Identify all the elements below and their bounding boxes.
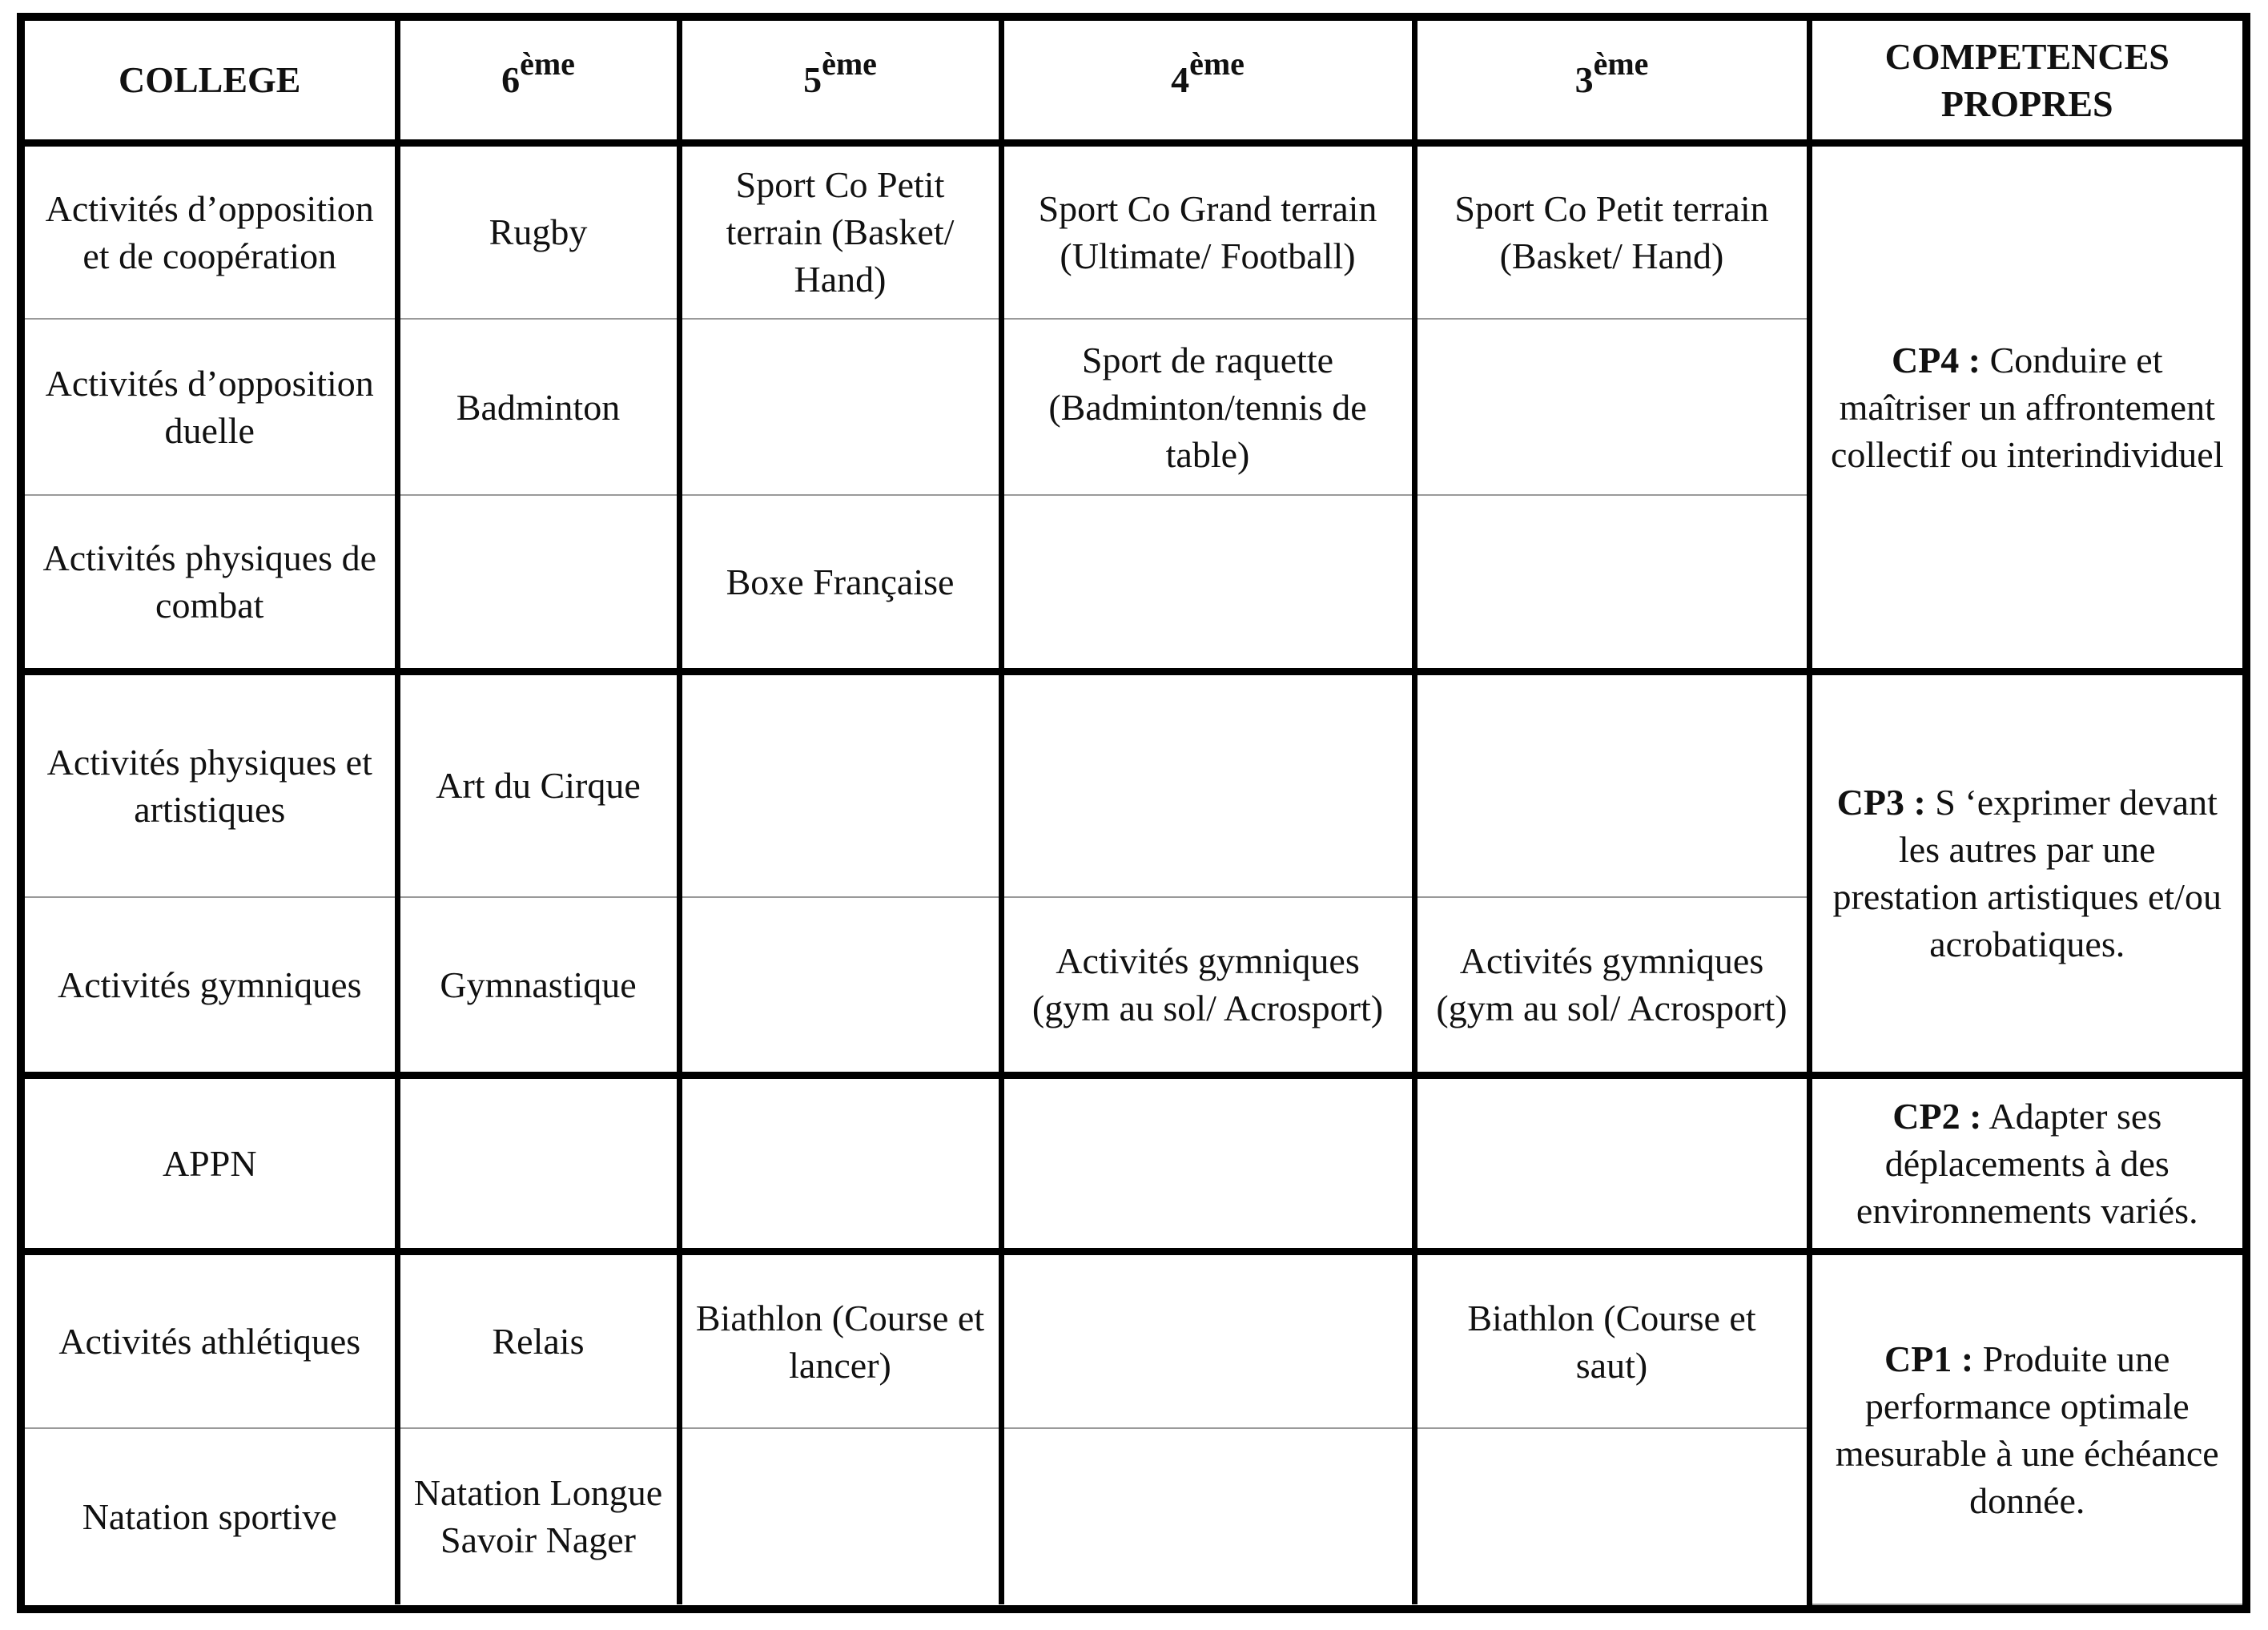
header-competences: COMPETENCES PROPRES — [1809, 21, 2242, 143]
competence-code: CP3 : — [1836, 782, 1926, 823]
level-suffix: ème — [822, 46, 877, 83]
cell-5eme — [679, 897, 1001, 1076]
activity-label: Natation sportive — [25, 1428, 397, 1604]
cell-4eme: Activités gymniques (gym au sol/ Acrosport) — [1001, 897, 1414, 1076]
level-suffix: ème — [1189, 46, 1245, 83]
table-row — [25, 1252, 2242, 1428]
cell-6eme — [397, 1076, 679, 1252]
cell-4eme — [1001, 495, 1414, 671]
cell-3eme — [1414, 671, 1809, 897]
activity-label: Activités physiques et artistiques — [25, 671, 397, 897]
cell-4eme — [1001, 671, 1414, 897]
table-row — [25, 671, 2242, 897]
header-college: COLLEGE — [25, 21, 397, 143]
header-level-6 — [397, 21, 679, 143]
activity-label: Activités athlétiques — [25, 1252, 397, 1428]
competence-code: CP1 : — [1884, 1338, 1974, 1379]
college-eps-table — [17, 13, 2250, 1613]
cell-6eme: Natation Longue Savoir Nager — [397, 1428, 679, 1604]
table-row — [25, 143, 2242, 319]
cell-6eme — [397, 495, 679, 671]
header-level-5 — [679, 21, 1001, 143]
cell-6eme: Rugby — [397, 143, 679, 319]
competence-cp3 — [1809, 671, 2242, 1076]
activity-label: APPN — [25, 1076, 397, 1252]
cell-5eme — [679, 671, 1001, 897]
cell-3eme — [1414, 1076, 1809, 1252]
cell-3eme — [1414, 1428, 1809, 1604]
competence-cp2 — [1809, 1076, 2242, 1252]
activities-table — [25, 21, 2242, 1605]
cell-4eme: Sport Co Grand terrain (Ultimate/ Football) — [1001, 143, 1414, 319]
cell-6eme: Relais — [397, 1252, 679, 1428]
level-number: 3 — [1574, 59, 1594, 101]
competence-cp1 — [1809, 1252, 2242, 1604]
cell-6eme: Art du Cirque — [397, 671, 679, 897]
header-level-3 — [1414, 21, 1809, 143]
cell-5eme — [679, 319, 1001, 495]
cell-4eme: Sport de raquette (Badminton/tennis de table) — [1001, 319, 1414, 495]
cell-6eme: Badminton — [397, 319, 679, 495]
competence-text: S ‘exprimer devant les autres par une prestation artistiques et/ou acrobatiques. — [1832, 782, 2222, 965]
level-suffix: ème — [1593, 46, 1649, 83]
cell-4eme — [1001, 1428, 1414, 1604]
header-level-4 — [1001, 21, 1414, 143]
cell-5eme: Boxe Française — [679, 495, 1001, 671]
cell-3eme: Biathlon (Course et saut) — [1414, 1252, 1809, 1428]
cell-5eme: Biathlon (Course et lancer) — [679, 1252, 1001, 1428]
cell-3eme — [1414, 495, 1809, 671]
cell-5eme — [679, 1428, 1001, 1604]
competence-text: Produite une performance optimale mesurable à une échéance donnée. — [1835, 1338, 2219, 1521]
cell-4eme — [1001, 1252, 1414, 1428]
cell-3eme: Activités gymniques (gym au sol/ Acrosport) — [1414, 897, 1809, 1076]
level-number: 5 — [803, 59, 822, 101]
cell-6eme: Gymnastique — [397, 897, 679, 1076]
competence-code: CP2 : — [1892, 1096, 1982, 1137]
cell-5eme: Sport Co Petit terrain (Basket/ Hand) — [679, 143, 1001, 319]
activity-label: Activités gymniques — [25, 897, 397, 1076]
level-suffix: ème — [520, 46, 575, 83]
table-row — [25, 1076, 2242, 1252]
cell-3eme: Sport Co Petit terrain (Basket/ Hand) — [1414, 143, 1809, 319]
header-row — [25, 21, 2242, 143]
competence-text: Conduire et maîtriser un affrontement collectif ou interindividuel — [1830, 339, 2224, 475]
competence-cp4 — [1809, 143, 2242, 671]
level-number: 6 — [501, 59, 521, 101]
activity-label: Activités d’opposition et de coopération — [25, 143, 397, 319]
level-number: 4 — [1171, 59, 1190, 101]
activity-label: Activités d’opposition duelle — [25, 319, 397, 495]
competence-text: Adapter ses déplacements à des environnements variés. — [1856, 1096, 2198, 1232]
cell-3eme — [1414, 319, 1809, 495]
activity-label: Activités physiques de combat — [25, 495, 397, 671]
competence-code: CP4 : — [1891, 339, 1981, 380]
cell-5eme — [679, 1076, 1001, 1252]
cell-4eme — [1001, 1076, 1414, 1252]
